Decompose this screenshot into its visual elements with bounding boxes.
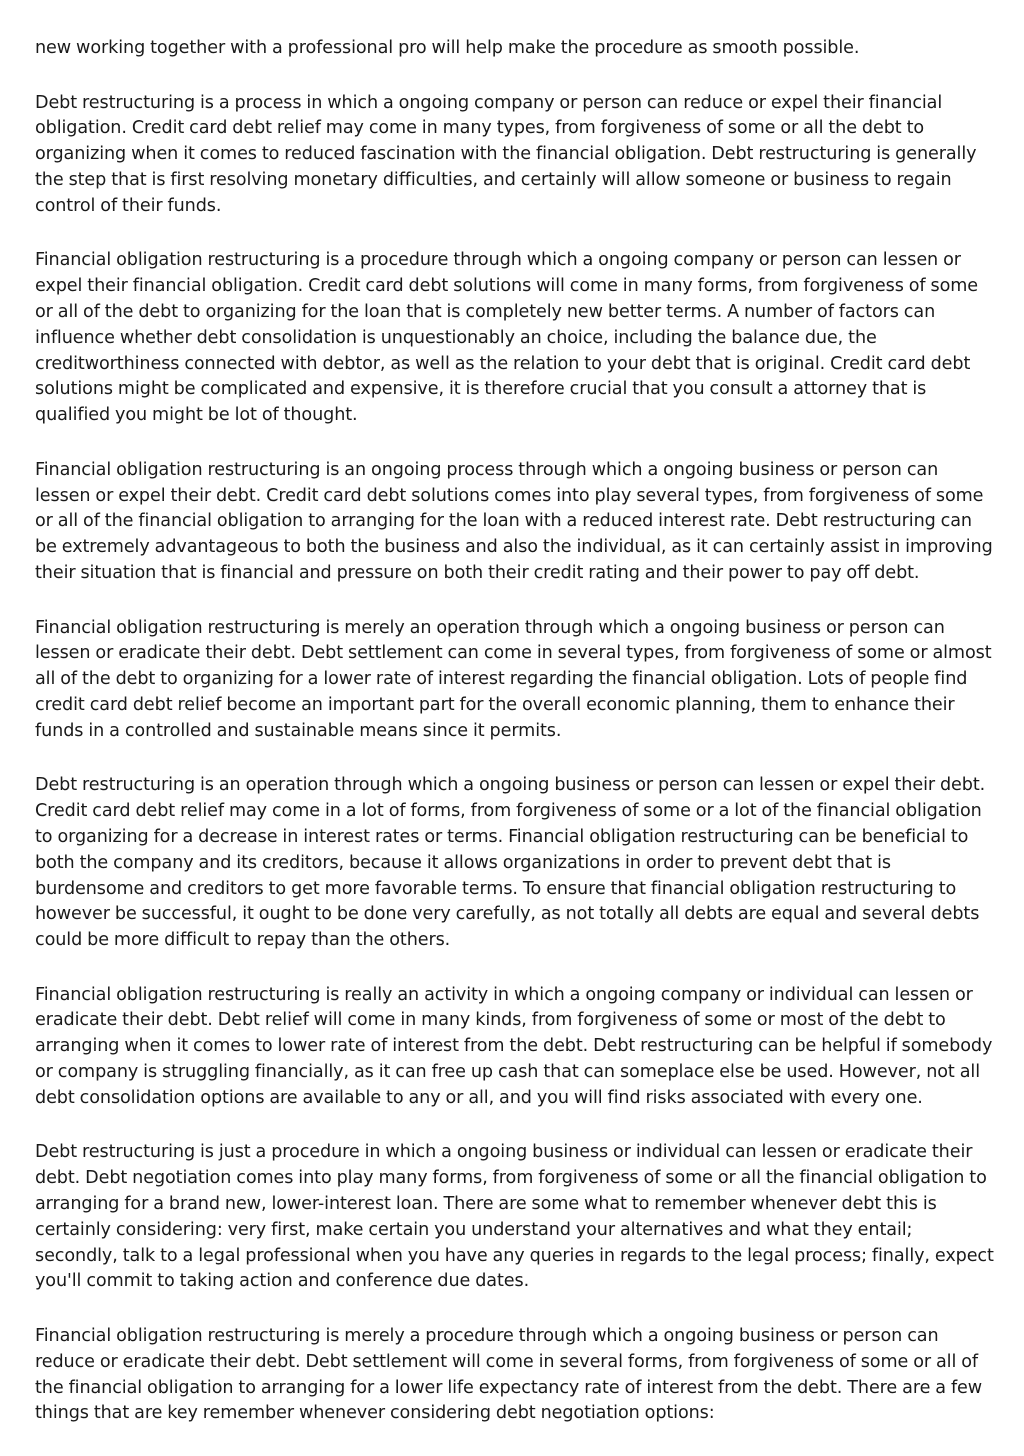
paragraph-6: Debt restructuring is an operation through which a ongoing business or person can lessen or expel their debt. Credit card debt relief may come in a lot of forms, from forgiveness of some or a lot of the financial obligation to organizing for a decrease in interest rates or terms. Financial obligation restructuring can be beneficial to both the company and its creditors, because it allows organizations in order to prevent debt that is burdensome and creditors to get more favorable terms. To ensure that financial obligation restructuring to however be successful, it ought to be done very carefully, as not totally all debts are equal and several debts could be more difficult to repay than the others.: [35, 775, 986, 951]
paragraph-7: Financial obligation restructuring is really an activity in which a ongoing company or individual can lessen or eradicate their debt. Debt relief will come in many kinds, from forgiveness of some or most of the debt to arranging when it comes to lower rate of interest from the debt. Debt restructuring can be helpful if somebody or company is struggling financially, as it can free up cash that can someplace else be used. However, not all debt consolidation options are available to any or all, and you will find risks associated with every one.: [35, 984, 993, 1108]
paragraph-4: Financial obligation restructuring is an ongoing process through which a ongoing business or person can lessen or expel their debt. Credit card debt solutions comes into play several types, from forgiveness of some or all of the financial obligation to arranging for the loan with a reduced interest rate. Debt restructuring can be extremely advantageous to both the business and also the individual, as it can certainly assist in improving their situation that is financial and pressure on both their credit rating and their power to pay off debt.: [35, 459, 993, 583]
document-body: [35, 36, 995, 1456]
paragraph-9: Financial obligation restructuring is merely a procedure through which a ongoing business or person can reduce or eradicate their debt. Debt settlement will come in several forms, from forgiveness of some or all of the financial obligation to arranging for a lower life expectancy rate of interest from the debt. There are a few things that are key remember whenever considering debt negotiation options:: [35, 1326, 983, 1424]
paragraph-8: Debt restructuring is just a procedure in which a ongoing business or individual can lessen or eradicate their debt. Debt negotiation comes into play many forms, from forgiveness of some or all the financial obligation to arranging for a brand new, lower-interest loan. There are some what to remember whenever debt this is certainly considering: very first, make certain you understand your alternatives and what they entail; secondly, talk to a legal professional when you have any queries in regards to the legal process; finally, expect you'll commit to taking action and conference due dates.: [35, 1142, 994, 1292]
paragraph-3: Financial obligation restructuring is a procedure through which a ongoing company or person can lessen or expel their financial obligation. Credit card debt solutions will come in many forms, from forgiveness of some or all of the debt to organizing for the loan that is completely new better terms. A number of factors can influence whether debt consolidation is unquestionably an choice, including the balance due, the creditworthiness connected with debtor, as well as the relation to your debt that is original. Credit card debt solutions might be complicated and expensive, it is therefore crucial that you consult a attorney that is qualified you might be lot of thought.: [35, 250, 979, 426]
paragraph-2: Debt restructuring is a process in which a ongoing company or person can reduce or expel their financial obligation. Credit card debt relief may come in many types, from forgiveness of some or all the debt to organizing when it comes to reduced fascination with the financial obligation. Debt restructuring is generally the step that is first resolving monetary difficulties, and certainly will allow someone or business to regain control of their funds.: [35, 92, 977, 216]
paragraph-1: new working together with a professional pro will help make the procedure as smooth possible.: [35, 38, 860, 58]
paragraph-5: Financial obligation restructuring is merely an operation through which a ongoing business or person can lessen or eradicate their debt. Debt settlement can come in several types, from forgiveness of some or almost all of the debt to organizing for a lower rate of interest regarding the financial obligation. Lots of people find credit card debt relief become an important part for the overall economic planning, them to enhance their funds in a controlled and sustainable means since it permits.: [35, 617, 992, 741]
